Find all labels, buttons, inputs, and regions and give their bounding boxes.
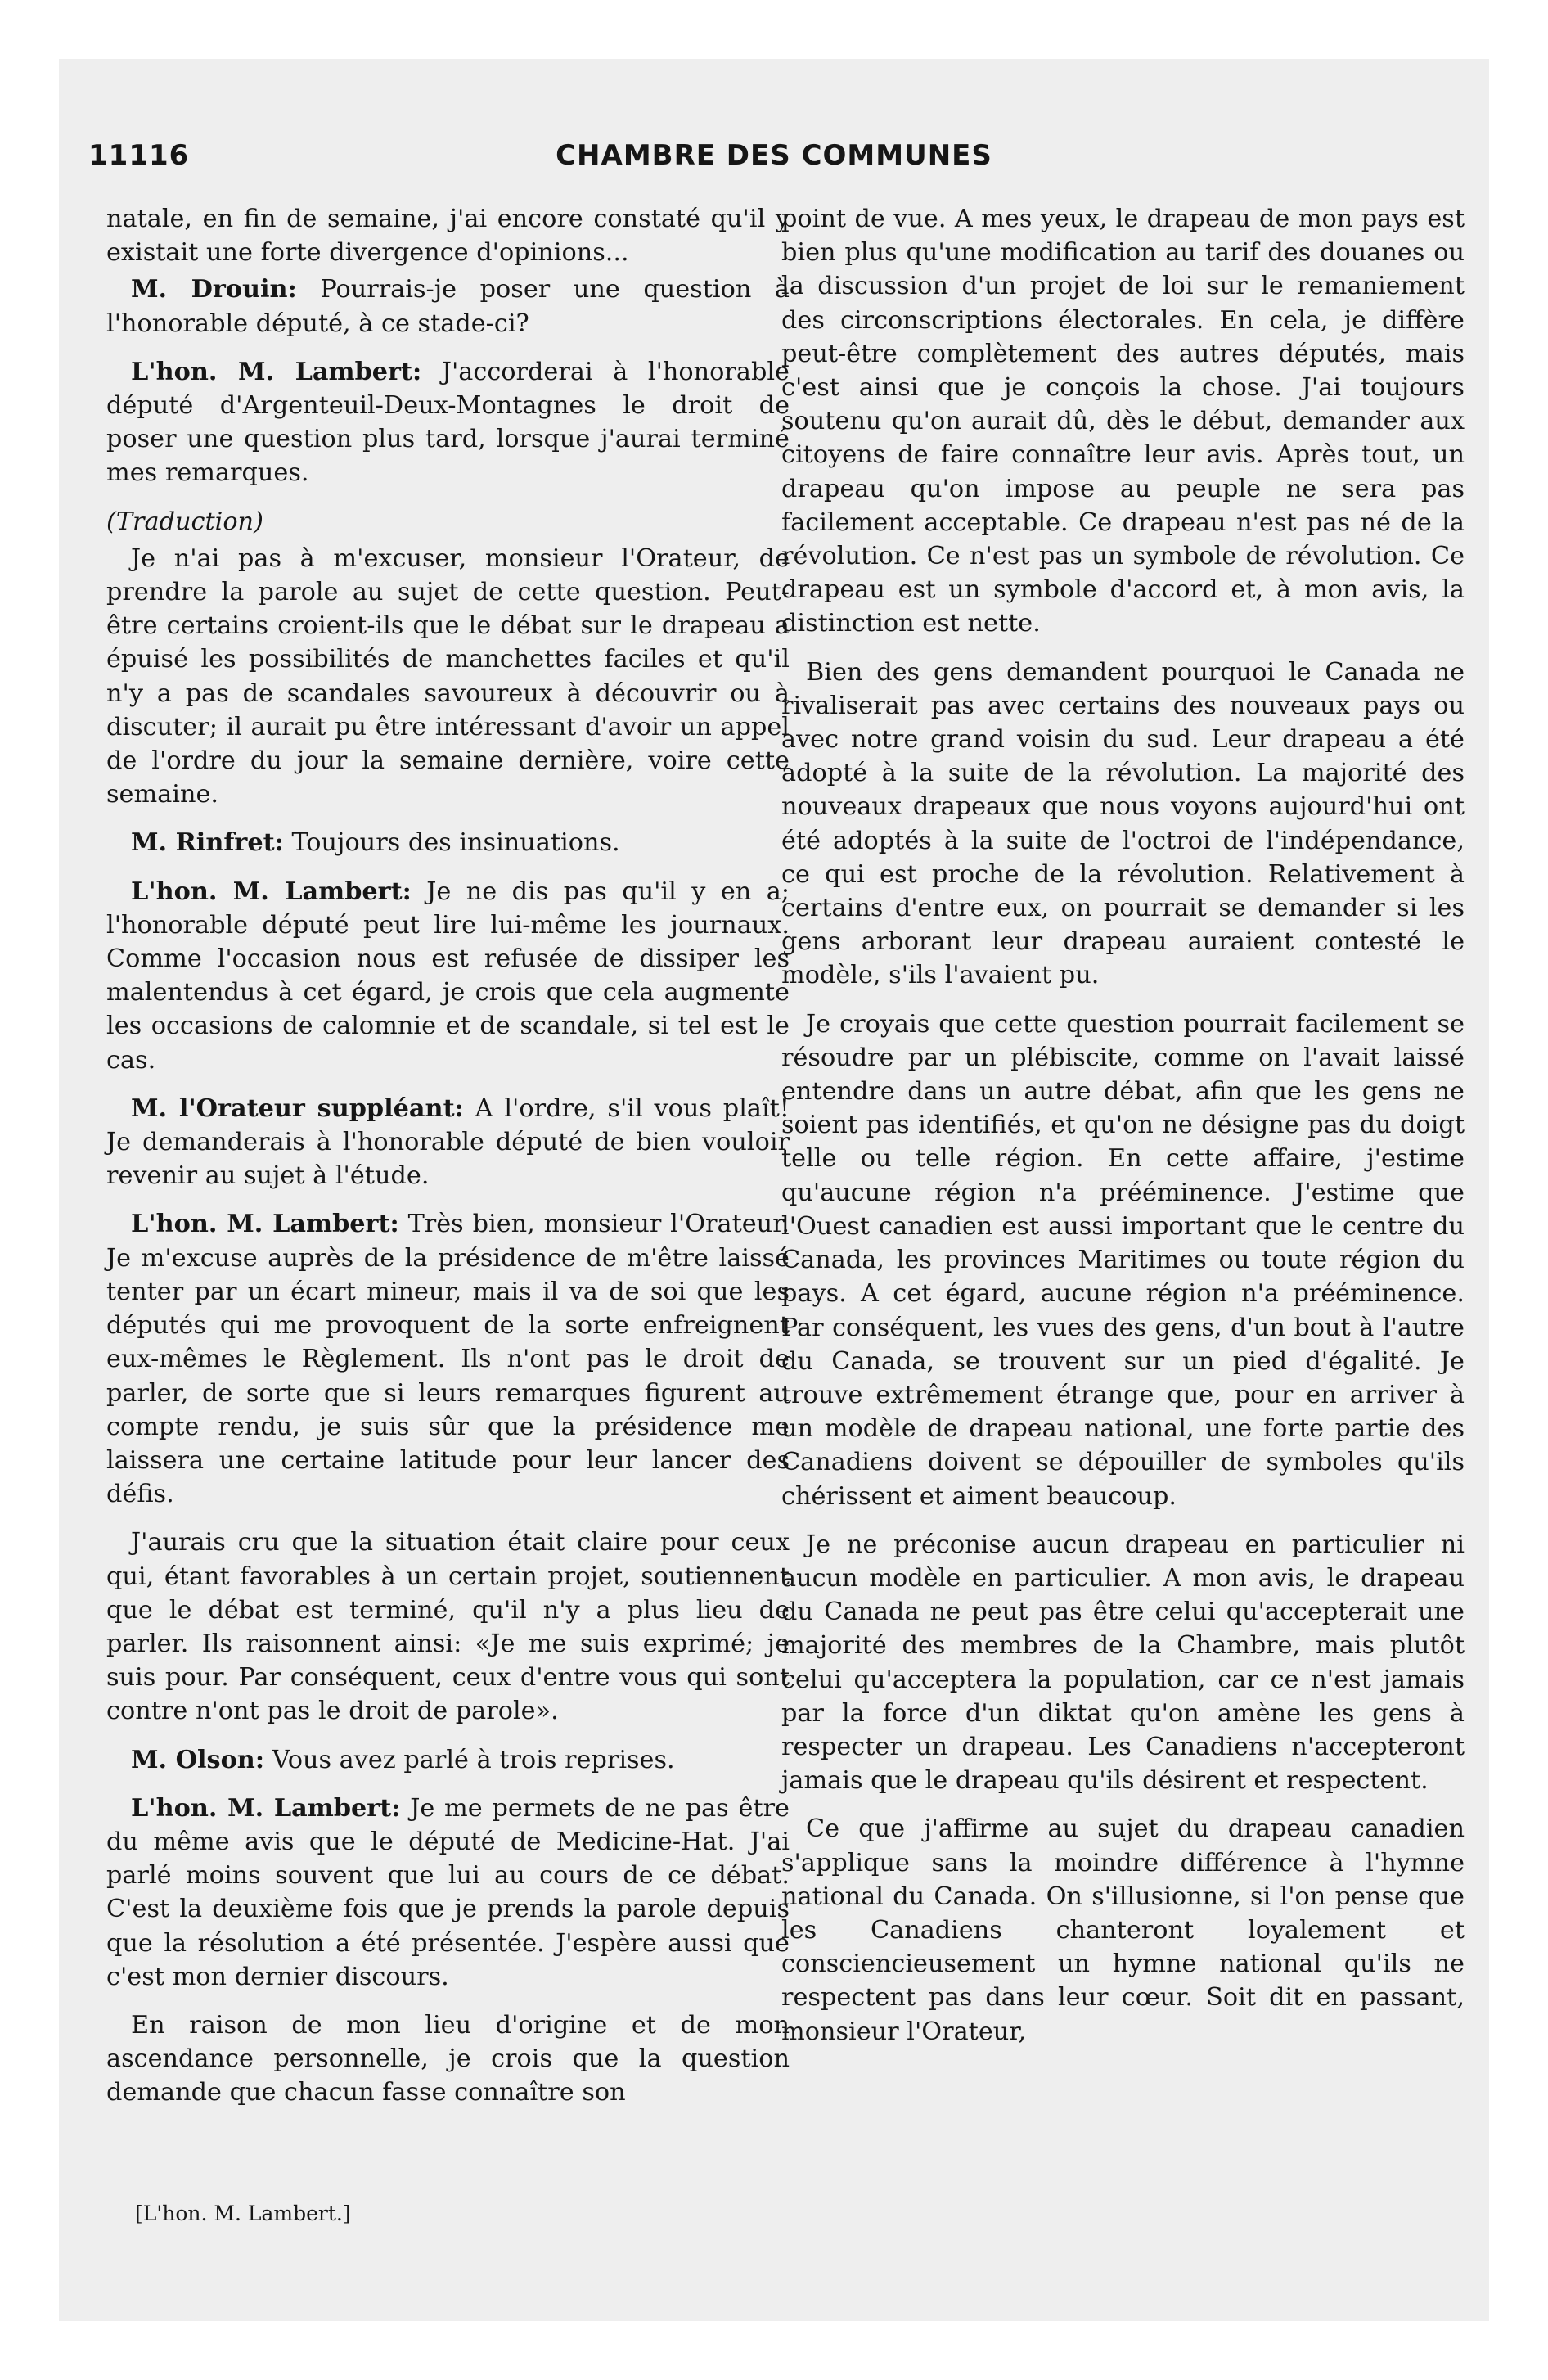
paragraph-text: Vous avez parlé à trois reprises. bbox=[272, 1745, 675, 1774]
paragraph bbox=[106, 1526, 790, 1728]
paragraph bbox=[106, 355, 790, 490]
paragraph-text: natale, en fin de semaine, j'ai encore constaté qu'il y existait une forte divergence d'opinions... bbox=[106, 205, 790, 268]
paragraph bbox=[781, 656, 1465, 993]
paragraph-text: Je ne préconise aucun drapeau en particulier ni aucun modèle en particulier. A mon avis, le drapeau du Canada ne peut pas être celui qu'accepterait une majorité des membres de la Chambre, mais plutôt celui qu'acceptera la population, car ce n'est jamais par la force d'un diktat qu'on amène les gens à respecter un drapeau. Les Canadiens n'accepteront jamais que le drapeau qu'ils désirent et respectent. bbox=[781, 1530, 1465, 1796]
paragraph bbox=[106, 1792, 790, 1994]
paragraph bbox=[781, 1528, 1465, 1798]
paragraph-text: Pourrais-je poser une question à l'honorable député, à ce stade-ci? bbox=[106, 275, 790, 338]
speaker-name: L'hon. M. Lambert: bbox=[131, 357, 422, 386]
translation-note bbox=[106, 505, 790, 539]
paragraph-text: Bien des gens demandent pourquoi le Canada ne rivaliserait pas avec certains des nouveaux pays ou avec notre grand voisin du sud. Leur drapeau a été adopté à la suite de la révolution. La majorité des nouveaux drapeaux que nous voyons aujourd'hui ont été adoptés à la suite de l'octroi de l'indépendance, ce qui est proche de la révolution. Relativement à certains d'entre eux, on pourrait se demander si les gens arborant leur drapeau auraient contesté le modèle, s'ils l'avaient pu. bbox=[781, 657, 1465, 990]
speaker-name: M. Drouin: bbox=[131, 275, 297, 304]
speaker-name: M. Olson: bbox=[131, 1745, 265, 1774]
paragraph-text: Je croyais que cette question pourrait facilement se résoudre par un plébiscite, comme on l'avait laissé entendre dans un autre débat, afin que les gens ne soient pas identifiés, et qu'on ne désigne pas du doigt telle ou telle région. En cette affaire, j'estime qu'aucune région n'a prééminence. J'estime que l'Ouest canadien est aussi important que le centre du Canada, les provinces Maritimes ou toute région du pays. A cet égard, aucune région n'a prééminence. Par conséquent, les vues des gens, d'un bout à l'autre du Canada, se trouvent sur un pied d'égalité. Je trouve extrêmement étrange que, pour en arriver à un modèle de drapeau national, une forte partie des Canadiens doivent se dépouiller de symboles qu'ils chérissent et aiment beaucoup. bbox=[781, 1009, 1465, 1511]
paragraph-text: Très bien, monsieur l'Orateur. Je m'excuse auprès de la présidence de m'être laissé tenter par un écart mineur, mais il va de soi que les députés qui me provoquent de la sorte enfreignent eux-mêmes le Règlement. Ils n'ont pas le droit de parler, de sorte que si leurs remarques figurent au compte rendu, je suis sûr que la présidence me laissera une certaine latitude pour leur lancer des défis. bbox=[106, 1210, 790, 1509]
paragraph bbox=[106, 875, 790, 1077]
paragraph bbox=[781, 1007, 1465, 1513]
page-number: 11116 bbox=[88, 139, 190, 172]
speaker-name: M. Rinfret: bbox=[131, 828, 284, 858]
paragraph bbox=[106, 273, 790, 340]
paragraph-text: point de vue. A mes yeux, le drapeau de mon pays est bien plus qu'une modification au tarif des douanes ou la discussion d'un projet de loi sur le remaniement des circonscriptions électorales. En cela, je diffère peut-être complètement des autres députés, mais c'est ainsi que je conçois la chose. J'ai toujours soutenu qu'on aurait dû, dès le début, demander aux citoyens de faire connaître leur avis. Après tout, un drapeau qu'on impose au peuple ne sera pas facilement acceptable. Ce drapeau n'est pas né de la révolution. Ce n'est pas un symbole de révolution. Ce drapeau est un symbole d'accord et, à mon avis, la distinction est nette. bbox=[781, 205, 1465, 638]
paragraph-text: Je ne dis pas qu'il y en a; l'honorable député peut lire lui-même les journaux. Comme l'occasion nous est refusée de dissiper les malentendus à cet égard, je crois que cela augmente les occasions de calomnie et de scandale, si tel est le cas. bbox=[106, 877, 790, 1075]
paragraph bbox=[106, 1743, 790, 1777]
speaker-name: L'hon. M. Lambert: bbox=[131, 1210, 399, 1239]
paragraph-text: Toujours des insinuations. bbox=[291, 828, 620, 858]
paragraph bbox=[106, 2008, 790, 2110]
paragraph-text: En raison de mon lieu d'origine et de mon ascendance personnelle, je crois que la question demande que chacun fasse connaître son bbox=[106, 2010, 790, 2107]
paragraph bbox=[106, 202, 790, 269]
paragraph bbox=[781, 1812, 1465, 2048]
speaker-name: M. l'Orateur suppléant: bbox=[131, 1093, 464, 1123]
paragraph bbox=[106, 826, 790, 859]
paragraph bbox=[781, 202, 1465, 641]
paragraph-text: J'accorderai à l'honorable député d'Argenteuil-Deux-Montagnes le droit de poser une question plus tard, lorsque j'aurai terminé mes remarques. bbox=[106, 357, 790, 488]
paragraph bbox=[106, 542, 790, 812]
speaker-byline: [L'hon. M. Lambert.] bbox=[135, 2202, 351, 2225]
paragraph-text: Je n'ai pas à m'excuser, monsieur l'Orateur, de prendre la parole au sujet de cette question. Peut-être certains croient-ils que le débat sur le drapeau a épuisé les possibilités de manchettes faciles et qu'il n'y a pas de scandales savoureux à découvrir ou à discuter; il aurait pu être intéressant d'avoir un appel de l'ordre du jour la semaine dernière, voire cette semaine. bbox=[106, 543, 790, 809]
right-column bbox=[781, 202, 1465, 2063]
paragraph bbox=[106, 1092, 790, 1193]
speaker-name: L'hon. M. Lambert: bbox=[131, 877, 412, 906]
paragraph-text: Ce que j'affirme au sujet du drapeau canadien s'applique sans la moindre différence à l'hymne national du Canada. On s'illusionne, si l'on pense que les Canadiens chanteront loyalement et consciencieusement un hymne national qu'ils ne respectent pas dans leur cœur. Soit dit en passant, monsieur l'Orateur, bbox=[781, 1814, 1465, 2046]
translation-label: (Traduction) bbox=[106, 507, 263, 536]
paragraph-text: J'aurais cru que la situation était claire pour ceux qui, étant favorables à un certain projet, soutiennent que le débat est terminé, qu'il n'y a plus lieu de parler. Ils raisonnent ainsi: «Je me suis exprimé; je suis pour. Par conséquent, ceux d'entre vous qui sont contre n'ont pas le droit de parole». bbox=[106, 1528, 790, 1726]
left-column bbox=[106, 202, 790, 2125]
speaker-name: L'hon. M. Lambert: bbox=[131, 1793, 401, 1823]
running-header: CHAMBRE DES COMMUNES bbox=[556, 139, 992, 172]
paragraph-text: Je me permets de ne pas être du même avis que le député de Medicine-Hat. J'ai parlé moins souvent que lui au cours de ce débat. C'est la deuxième fois que je prends la parole depuis que la résolution a été présentée. J'espère aussi que c'est mon dernier discours. bbox=[106, 1793, 790, 1991]
paragraph bbox=[106, 1207, 790, 1511]
paragraph-text: A l'ordre, s'il vous plaît! Je demanderais à l'honorable député de bien vouloir revenir au sujet à l'étude. bbox=[106, 1093, 790, 1191]
